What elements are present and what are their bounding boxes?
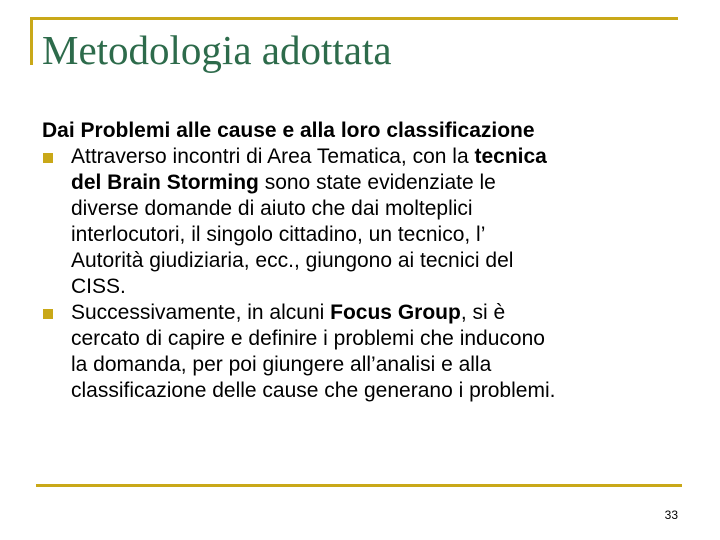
bullet-text-segment: la domanda, per poi giungere all’analisi e alla (71, 353, 492, 376)
bullet-text-segment: interlocutori, il singolo cittadino, un tecnico, l’ (71, 223, 486, 246)
emphasis-text: del Brain Storming (71, 171, 259, 194)
square-bullet-icon (43, 153, 53, 163)
bullet-text-segment: sono state evidenziate le (258, 171, 496, 194)
bullet-text-segment: Autorità giudiziaria, ecc., giungono ai tecnici del (71, 249, 514, 272)
emphasis-text: Focus Group (330, 301, 461, 324)
bullet-line (71, 248, 692, 274)
square-bullet-icon (43, 309, 53, 319)
bullet-line (71, 222, 692, 248)
emphasis-text: tecnica (474, 145, 547, 168)
bullet-text-segment: CISS. (71, 275, 126, 298)
bullet-line (71, 378, 692, 404)
top-rule (30, 17, 678, 20)
left-rule (30, 17, 33, 65)
bullet-text-segment: Successivamente, in alcuni (71, 301, 331, 324)
bullet-line (71, 300, 692, 326)
section-heading: Dai Problemi alle cause e alla loro classificazione (42, 119, 535, 142)
bullet-text-segment: classificazione delle cause che generano i problemi. (71, 379, 556, 402)
bullet-item (42, 144, 692, 300)
bullet-line (71, 170, 692, 196)
bottom-rule (36, 484, 682, 487)
bullet-text-segment: cercato di capire e definire i problemi che inducono (71, 327, 545, 350)
bullet-line (71, 274, 692, 300)
bullet-line (71, 352, 692, 378)
bullet-text-segment: diverse domande di aiuto che dai molteplici (71, 197, 473, 220)
bullet-line (71, 144, 692, 170)
page-number: 33 (664, 508, 678, 522)
slide-body (42, 118, 692, 404)
bullet-text-segment: , si è (460, 301, 506, 324)
bullet-item (42, 300, 692, 404)
bullet-line (71, 196, 692, 222)
slide-title: Metodologia adottata (42, 27, 392, 73)
bullet-text-segment: Attraverso incontri di Area Tematica, con la (71, 145, 475, 168)
bullet-line (71, 326, 692, 352)
bullet-list (42, 144, 692, 404)
